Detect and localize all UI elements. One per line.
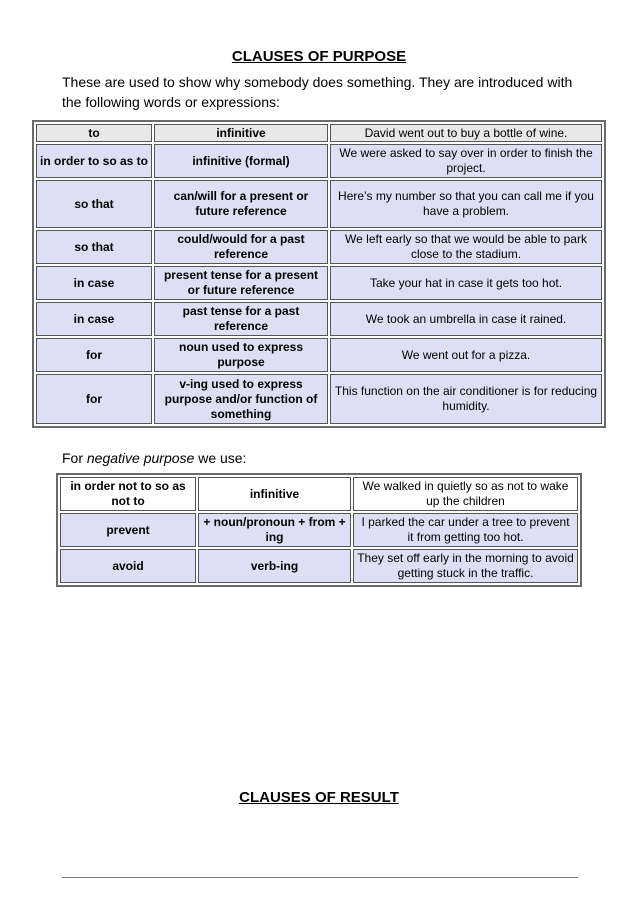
purpose-word: in case (36, 266, 152, 300)
negative-form: + noun/pronoun + from + ing (198, 513, 351, 547)
table-row (36, 266, 602, 300)
purpose-example: This function on the air conditioner is for reducing humidity. (330, 374, 602, 424)
page-title: CLAUSES OF PURPOSE (231, 48, 407, 65)
purpose-word: for (36, 374, 152, 424)
negative-example: We walked in quietly so as not to wake up the children (353, 477, 578, 511)
negative-form: verb-ing (198, 549, 351, 583)
purpose-word: in order to so as to (36, 144, 152, 178)
purpose-form: noun used to express purpose (154, 338, 328, 372)
purpose-example: We left early so that we would be able to park close to the stadium. (330, 230, 602, 264)
table-row (36, 338, 602, 372)
purpose-example: We took an umbrella in case it rained. (330, 302, 602, 336)
table-row (36, 144, 602, 178)
table-row (36, 374, 602, 424)
table-row (60, 549, 578, 583)
purpose-word: in case (36, 302, 152, 336)
negative-form: infinitive (198, 477, 351, 511)
table-row (36, 124, 602, 142)
negative-prefix: For (62, 450, 87, 466)
negative-word: prevent (60, 513, 196, 547)
purpose-form: could/would for a past reference (154, 230, 328, 264)
intro-paragraph: These are used to show why somebody does something. They are introduced with the following words or expressions: (62, 74, 573, 110)
purpose-form: v-ing used to express purpose and/or function of something (154, 374, 328, 424)
purpose-word: for (36, 338, 152, 372)
purpose-form: infinitive (154, 124, 328, 142)
negative-word: avoid (60, 549, 196, 583)
purpose-form: can/will for a present or future reference (154, 180, 328, 228)
table-row (36, 180, 602, 228)
negative-purpose-intro (62, 450, 246, 466)
purpose-table (32, 120, 606, 428)
negative-example: They set off early in the morning to avoid getting stuck in the traffic. (353, 549, 578, 583)
purpose-word: so that (36, 180, 152, 228)
table-row (60, 513, 578, 547)
purpose-form: present tense for a present or future reference (154, 266, 328, 300)
purpose-example: Here’s my number so that you can call me if you have a problem. (330, 180, 602, 228)
table-row (36, 230, 602, 264)
purpose-form: infinitive (formal) (154, 144, 328, 178)
negative-example: I parked the car under a tree to prevent it from getting too hot. (353, 513, 578, 547)
section-title-result: CLAUSES OF RESULT (239, 789, 399, 806)
negative-emphasis: negative purpose (86, 450, 195, 466)
negative-suffix: we use: (194, 450, 247, 466)
table-row (36, 302, 602, 336)
table-row (60, 477, 578, 511)
purpose-word: so that (36, 230, 152, 264)
purpose-example: We went out for a pizza. (330, 338, 602, 372)
purpose-example: David went out to buy a bottle of wine. (330, 124, 602, 142)
footer-divider (62, 877, 578, 878)
negative-purpose-table (56, 473, 582, 587)
negative-word: in order not to so as not to (60, 477, 196, 511)
purpose-example: Take your hat in case it gets too hot. (330, 266, 602, 300)
purpose-word: to (36, 124, 152, 142)
purpose-form: past tense for a past reference (154, 302, 328, 336)
purpose-example: We were asked to say over in order to finish the project. (330, 144, 602, 178)
